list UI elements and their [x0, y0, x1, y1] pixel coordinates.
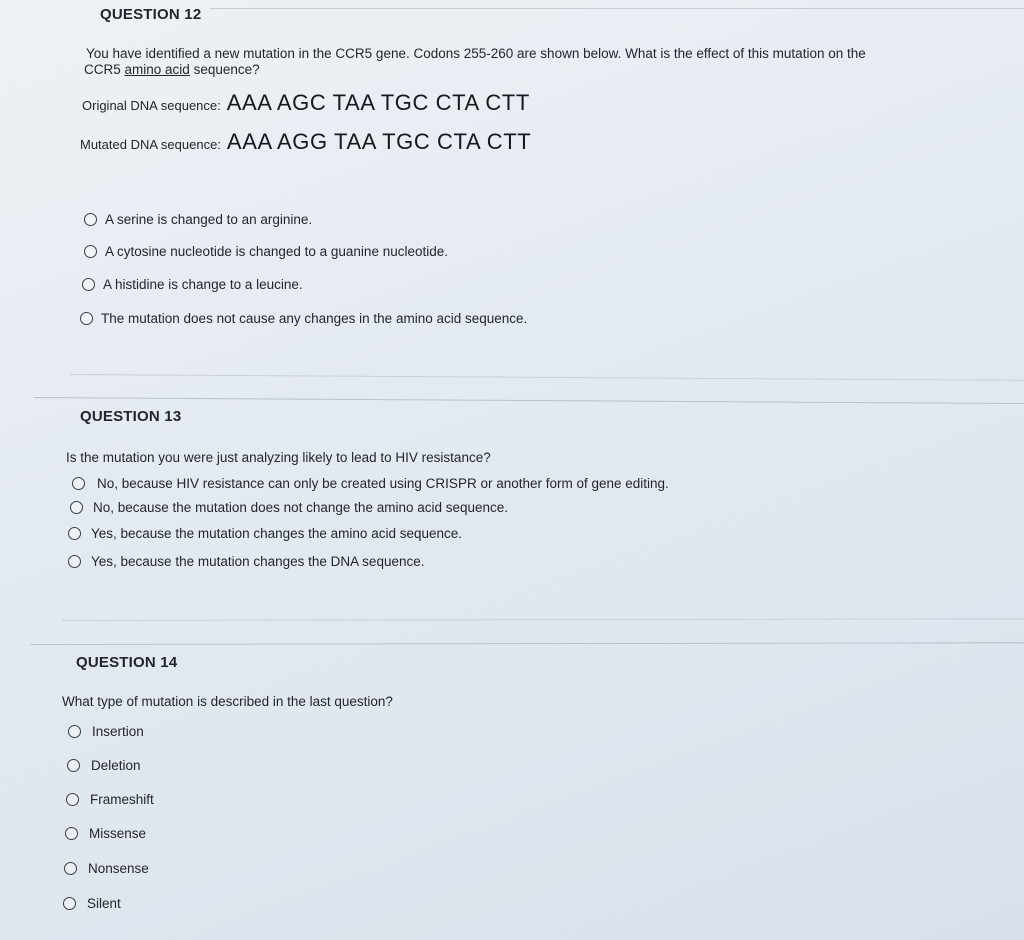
section-divider [30, 642, 1024, 645]
q14-option-frameshift[interactable] [66, 792, 154, 807]
radio-button[interactable] [68, 527, 81, 540]
question-12-prompt-line2 [84, 62, 260, 78]
question-13-prompt: Is the mutation you were just analyzing likely to lead to HIV resistance? [66, 450, 491, 465]
question-13-title: QUESTION 13 [80, 408, 182, 425]
option-label: Nonsense [88, 861, 149, 876]
radio-button[interactable] [80, 312, 93, 325]
q13-option-4[interactable] [68, 554, 424, 569]
option-label: Frameshift [90, 792, 154, 807]
prompt-prefix: CCR5 [84, 62, 125, 77]
question-14-title: QUESTION 14 [76, 654, 178, 671]
q12-option-3[interactable] [82, 277, 303, 292]
radio-button[interactable] [84, 213, 97, 226]
q14-option-deletion[interactable] [67, 758, 141, 773]
radio-button[interactable] [72, 477, 85, 490]
option-label: A serine is changed to an arginine. [105, 212, 313, 227]
section-divider [70, 374, 1024, 381]
q12-option-4[interactable] [80, 311, 527, 326]
option-label: Deletion [91, 758, 141, 773]
original-sequence-value: AAA AGC TAA TGC CTA CTT [226, 90, 530, 115]
q13-option-3[interactable] [68, 526, 462, 541]
prompt-underlined-term: amino acid [124, 62, 190, 77]
option-label: A cytosine nucleotide is changed to a guanine nucleotide. [105, 244, 448, 259]
radio-button[interactable] [82, 278, 95, 291]
question-12-prompt-line1: You have identified a new mutation in the CCR5 gene. Codons 255-260 are shown below. What is the effect of this mutation on the [86, 46, 866, 61]
q12-option-2[interactable] [84, 244, 448, 259]
question-12-title: QUESTION 12 [100, 6, 202, 23]
option-label: The mutation does not cause any changes in the amino acid sequence. [101, 311, 528, 326]
original-sequence-label: Original DNA sequence: [82, 98, 221, 113]
option-label: Yes, because the mutation changes the amino acid sequence. [91, 526, 463, 541]
radio-button[interactable] [67, 759, 80, 772]
prompt-suffix: sequence? [189, 62, 260, 77]
radio-button[interactable] [84, 245, 97, 258]
mutated-sequence-value: AAA AGG TAA TGC CTA CTT [226, 129, 532, 154]
radio-button[interactable] [65, 827, 78, 840]
original-sequence-row [82, 90, 530, 116]
q14-option-nonsense[interactable] [64, 861, 149, 876]
radio-button[interactable] [68, 555, 81, 568]
section-divider [62, 618, 1024, 621]
option-label: Silent [87, 896, 121, 911]
radio-button[interactable] [64, 862, 77, 875]
section-divider [34, 397, 1024, 404]
option-label: Yes, because the mutation changes the DNA sequence. [91, 554, 425, 569]
option-label: No, because the mutation does not change the amino acid sequence. [93, 500, 509, 515]
radio-button[interactable] [70, 501, 83, 514]
q12-option-1[interactable] [84, 212, 312, 227]
question-14-prompt: What type of mutation is described in the last question? [62, 694, 393, 709]
q13-option-2[interactable] [70, 500, 508, 515]
option-label: A histidine is change to a leucine. [103, 277, 303, 292]
q14-option-insertion[interactable] [68, 724, 144, 739]
mutated-sequence-label: Mutated DNA sequence: [80, 137, 221, 152]
radio-button[interactable] [66, 793, 79, 806]
radio-button[interactable] [63, 897, 76, 910]
radio-button[interactable] [68, 725, 81, 738]
q14-option-silent[interactable] [63, 896, 121, 911]
top-divider [210, 8, 1024, 9]
option-label: No, because HIV resistance can only be created using CRISPR or another form of gene editing. [97, 476, 669, 491]
q14-option-missense[interactable] [65, 826, 146, 841]
q13-option-1[interactable] [72, 476, 669, 491]
option-label: Missense [89, 826, 147, 841]
mutated-sequence-row [80, 129, 531, 155]
option-label: Insertion [92, 724, 144, 739]
